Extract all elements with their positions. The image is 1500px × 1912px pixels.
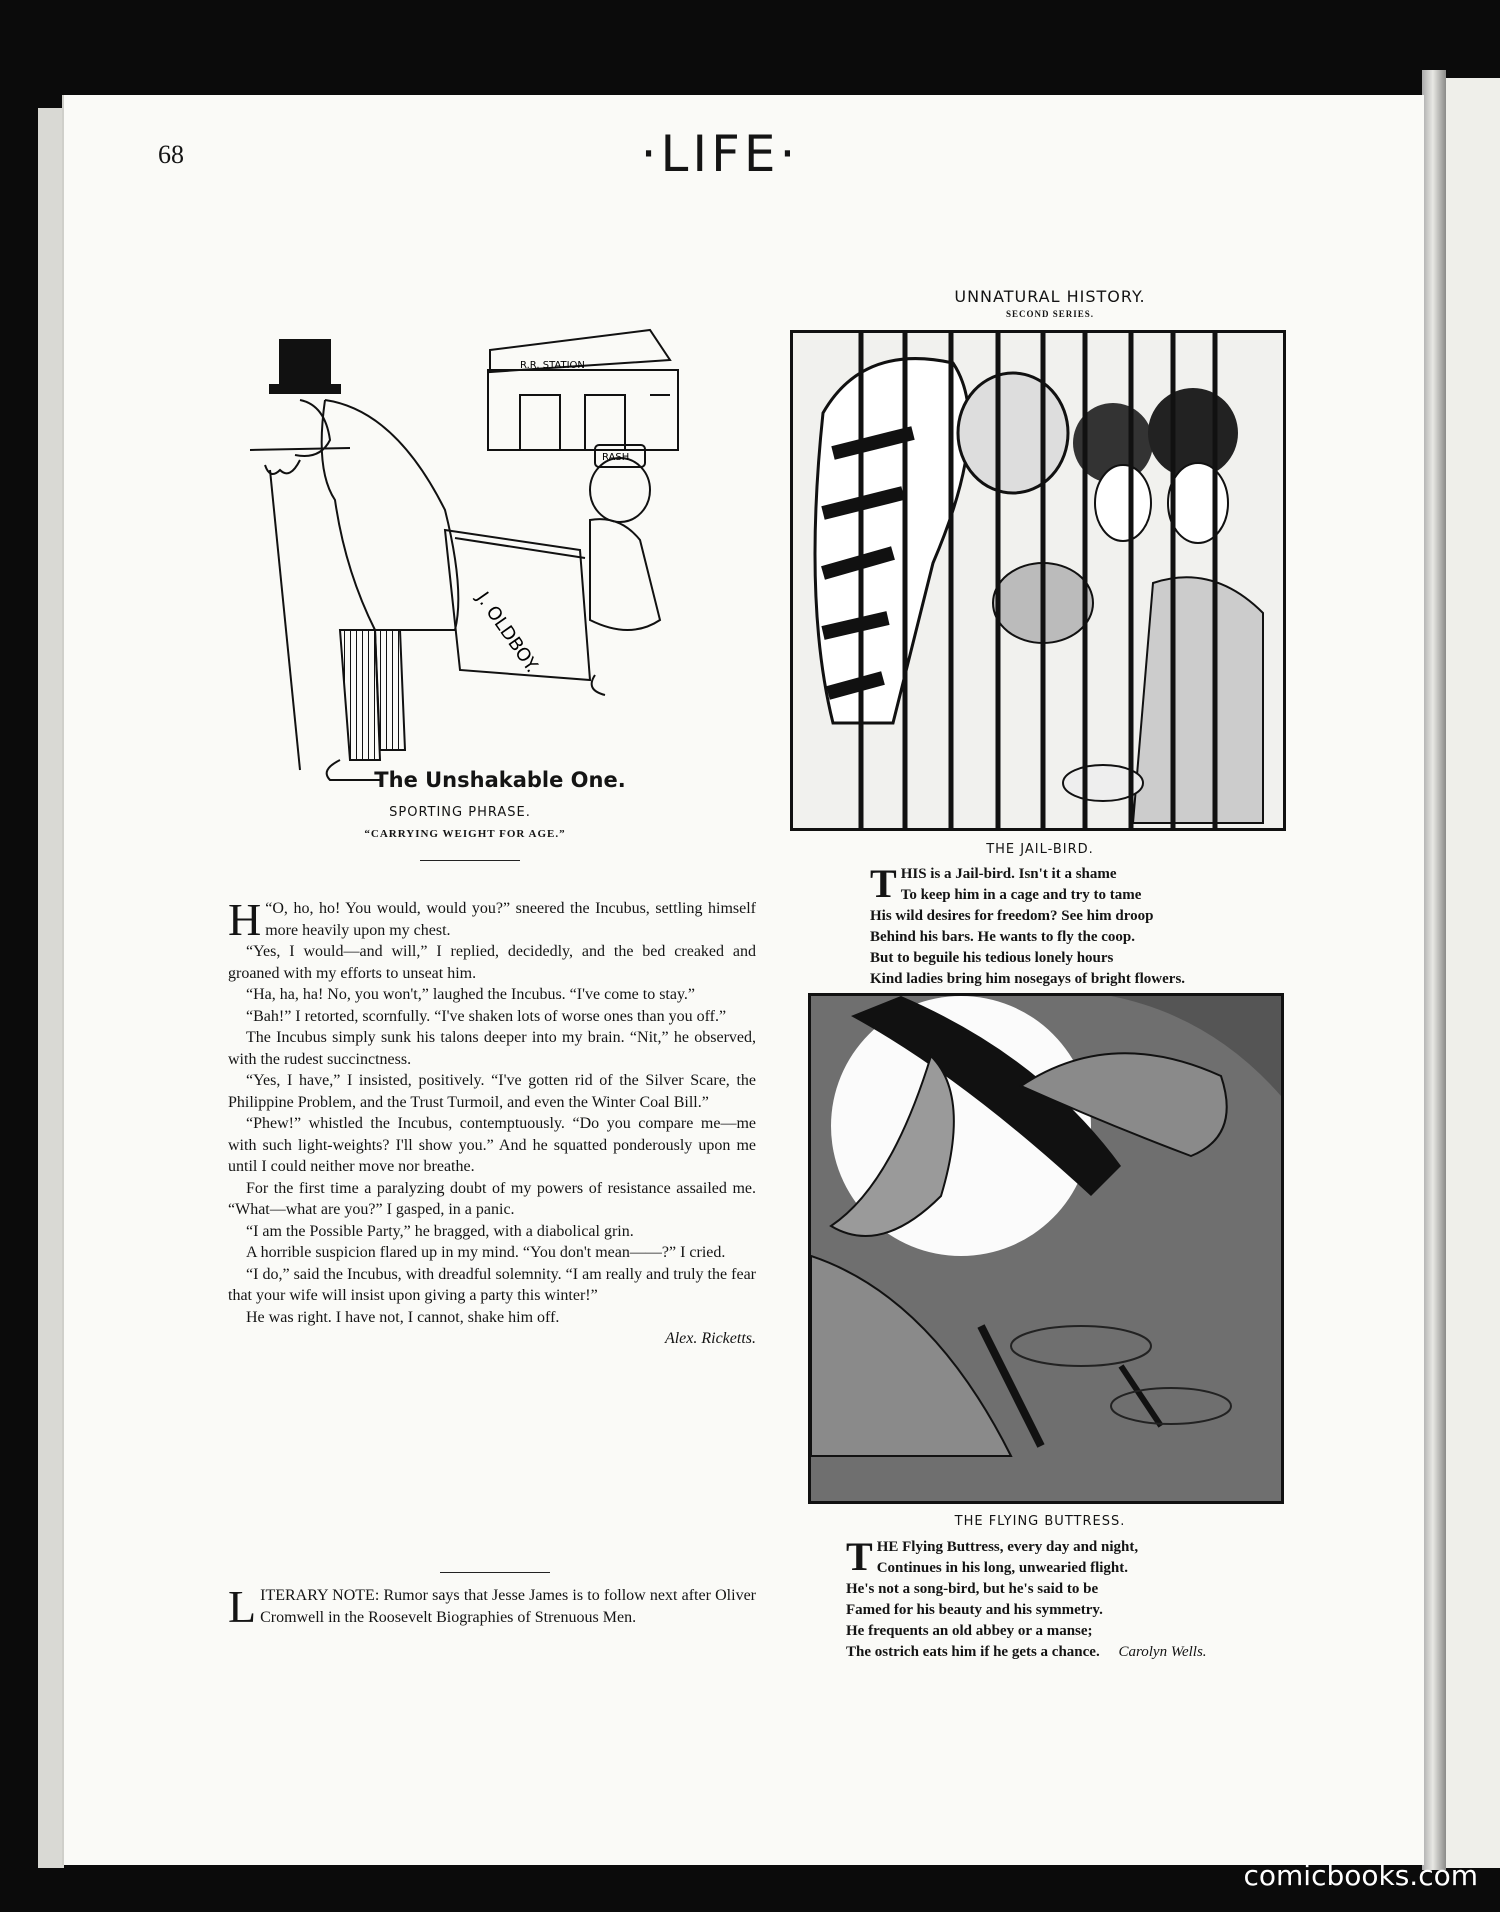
jail-bird-drop-cap: T <box>870 861 897 906</box>
poem-line: The ostrich eats him if he gets a chance. <box>846 1644 1100 1660</box>
jail-bird-caption: THE JAIL-BIRD. <box>986 842 1094 857</box>
story-paragraph: “Bah!” I retorted, scornfully. “I've shaken lots of worse ones than you off.” <box>246 1007 727 1025</box>
story-paragraph: A horrible suspicion flared up in my mind. “You don't mean——?” I cried. <box>246 1244 726 1261</box>
story-paragraph: “Yes, I would—and will,” I replied, decidedly, and the bed creaked and groaned with my efforts to unseat him. <box>228 943 756 982</box>
divider <box>440 1572 550 1573</box>
poem-line: Famed for his beauty and his symmetry. <box>846 1602 1103 1618</box>
page-edge <box>38 108 64 1868</box>
story-drop-cap: H <box>228 894 262 945</box>
old-man-and-bellboy-illustration <box>230 300 690 790</box>
sporting-phrase-cartoon <box>230 300 690 790</box>
poem-line: He's not a song-bird, but he's said to be <box>846 1581 1099 1597</box>
page-number: 68 <box>158 140 184 169</box>
story-paragraph: “Phew!” whistled the Incubus, contemptuously. “Do you compare me—me with such light-weights? I'll show you.” And he squatted ponderously upon me until I could neither move nor breathe. <box>228 1115 756 1175</box>
poem-line: HIS is a Jail-bird. Isn't it a shame <box>900 866 1117 882</box>
flying-buttress-caption: THE FLYING BUTTRESS. <box>954 1514 1126 1529</box>
story-column <box>228 800 756 1350</box>
book-spine <box>1422 70 1446 1870</box>
poem-line: Continues in his long, unwearied flight. <box>876 1560 1128 1576</box>
literary-note <box>228 1581 756 1632</box>
bellboy-cap-label: RASH <box>602 452 630 463</box>
poem-line: He frequents an old abbey or a manse; <box>846 1623 1093 1639</box>
poem-line: HE Flying Buttress, every day and night, <box>876 1539 1139 1555</box>
story-title: The Unshakable One. <box>374 768 626 792</box>
story-paragraph: He was right. I have not, I cannot, shake him off. <box>246 1308 560 1326</box>
poem-line: Behind his bars. He wants to fly the coop. <box>870 929 1136 945</box>
flying-buttress-illustration <box>808 993 1284 1504</box>
note-drop-cap: L <box>228 1581 257 1632</box>
story-paragraph: “Yes, I have,” I insisted, positively. “I've gotten rid of the Silver Scare, the Philippine Problem, and the Trust Turmoil, and even the Winter Coal Bill.” <box>228 1072 756 1111</box>
poem-line: Kind ladies bring him nosegays of bright flowers. <box>870 971 1186 987</box>
story-paragraph: “I am the Possible Party,” he bragged, with a diabolical grin. <box>246 1222 634 1240</box>
poem-line: But to beguile his tedious lonely hours <box>870 950 1114 966</box>
poem-line: To keep him in a cage and try to tame <box>900 887 1142 903</box>
note-text: ITERARY NOTE: Rumor says that Jesse James is to follow next after Oliver Cromwell in the Roosevelt Biographies of Strenuous Men. <box>260 1587 756 1626</box>
jail-bird-poem <box>870 861 1290 990</box>
story-paragraph: “I do,” said the Incubus, with dreadful solemnity. “I am really and truly the fear that your wife will insist upon giving a party this winter!” <box>228 1265 756 1304</box>
flying-buttress-drawing <box>811 996 1281 1501</box>
unnatural-history-subtitle: SECOND SERIES. <box>1005 309 1095 319</box>
flying-buttress-poem <box>846 1534 1296 1663</box>
unnatural-history-title: UNNATURAL HISTORY. <box>954 287 1146 306</box>
facing-page-edge <box>1446 78 1500 1868</box>
sporting-phrase-caption: SPORTING PHRASE. <box>389 805 531 820</box>
station-sign: R.R. STATION <box>520 360 585 371</box>
jail-bird-illustration <box>790 330 1286 831</box>
story-paragraph: O, ho, ho! You would, would you?” sneered the Incubus, settling himself more heavily upon my chest. <box>265 900 756 939</box>
trunk-label: J. OLDBOY. <box>471 588 543 677</box>
poem-line: His wild desires for freedom? See him droop <box>870 908 1154 924</box>
masthead: ·LIFE· <box>640 125 800 183</box>
story-paragraph: For the first time a paralyzing doubt of my powers of resistance assailed me. “What—what are you?” I gasped, in a panic. <box>228 1179 756 1218</box>
opening-quote: “ <box>265 900 273 917</box>
story-byline: Alex. Ricketts. <box>664 1330 756 1347</box>
story-paragraph: The Incubus simply sunk his talons deeper into my brain. “Nit,” he observed, with the rudest succinctness. <box>228 1029 756 1068</box>
watermark: comicbooks.com <box>1243 1859 1478 1892</box>
buttress-drop-cap: T <box>846 1534 873 1579</box>
poem-signature: Carolyn Wells. <box>1118 1644 1207 1660</box>
story-paragraph: “Ha, ha, ha! No, you won't,” laughed the Incubus. “I've come to stay.” <box>246 986 696 1003</box>
jail-bird-drawing <box>793 333 1283 828</box>
sporting-phrase-subcaption: “CARRYING WEIGHT FOR AGE.” <box>364 828 566 840</box>
